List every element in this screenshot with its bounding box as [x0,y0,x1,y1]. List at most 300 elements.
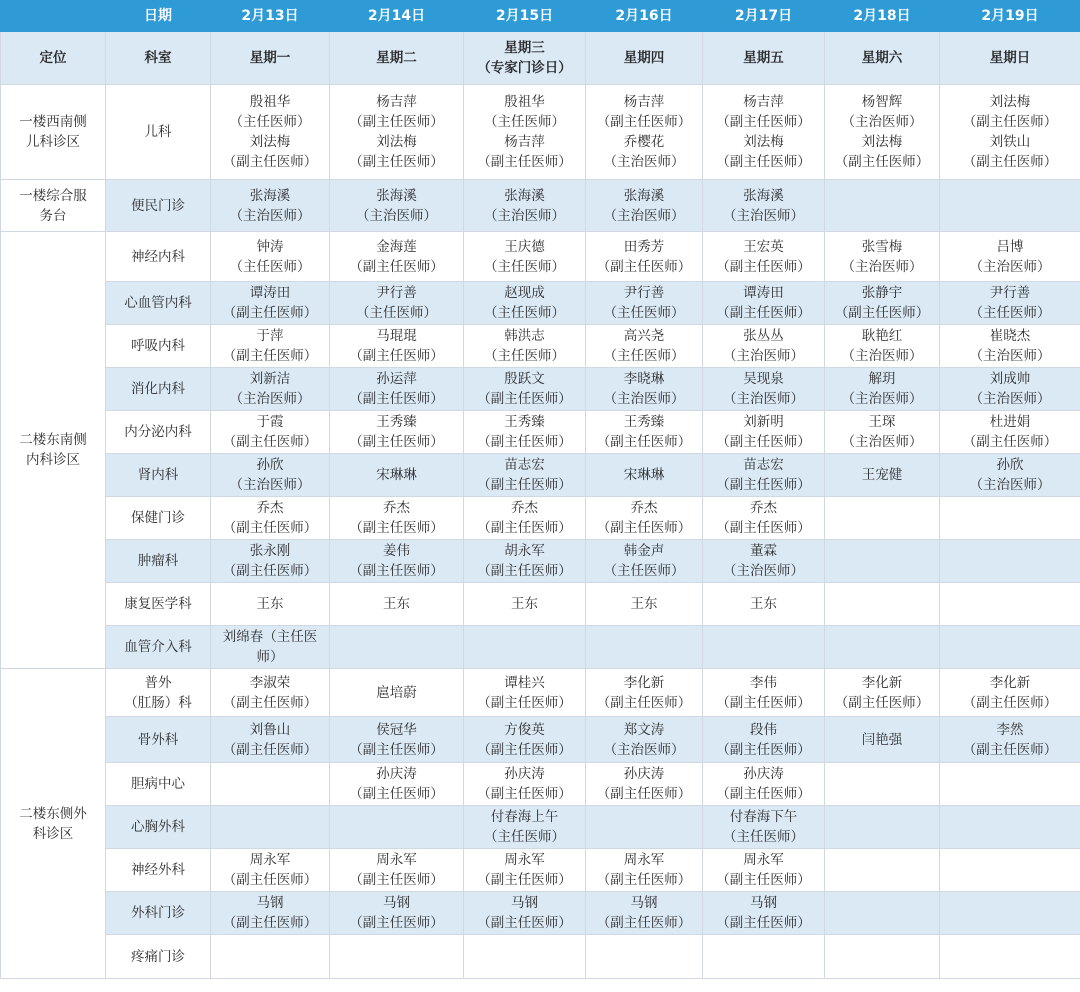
doctor-title: （副主任医师） [716,154,811,170]
doctor-title: （副主任医师） [716,305,811,321]
doctor-name: 苗志宏 [504,457,545,473]
doctor-cell [330,892,464,935]
doctor-title: （主治医师） [723,348,804,364]
doctor-title: （主任医师） [484,114,565,130]
schedule-row [1,85,1080,180]
doctor-cell [586,717,703,763]
doctor-cell [703,454,825,497]
doctor-title: （主治医师） [603,741,685,758]
doctor-cell [330,180,464,232]
weekday-cell [330,32,464,85]
doctor-cell [586,232,703,282]
doctor-cell [330,540,464,583]
department-cell [106,583,211,626]
doctor-name: 马琨琨 [376,328,417,344]
doctor-cell [330,232,464,282]
doctor-name: 宋琳琳 [376,467,417,483]
doctor-name: 张海溪 [743,187,784,204]
doctor-title: （副主任医师） [596,258,692,275]
doctor-title: （主治医师） [229,477,311,493]
weekday-cell [464,32,586,85]
doctor-cell [586,935,703,979]
doctor-title: （主治医师） [841,114,923,130]
date-cell: 2月17日 [703,1,825,32]
doctor-name: 马钢 [256,895,284,911]
date-row [1,1,1080,32]
doctor-cell [211,368,330,411]
doctor-cell [586,763,703,806]
doctor-cell [940,180,1080,232]
department-cell [106,180,211,232]
department-label: 血管介入科 [124,639,192,655]
weekday-row [1,32,1080,85]
doctor-title: （副主任医师） [477,915,572,931]
doctor-name: 刘法梅 [376,134,417,150]
doctor-cell [703,763,825,806]
doctor-name: 杨智辉 [861,94,903,110]
doctor-cell [211,935,330,979]
department-label: 便民门诊 [131,197,185,214]
doctor-title: （主治医师） [969,348,1051,364]
doctor-name: 宋琳琳 [623,467,665,483]
doctor-cell [586,85,703,180]
doctor-cell [940,411,1080,454]
weekday-label: 星期二 [376,50,417,66]
doctor-name: 王宏英 [743,238,784,255]
doctor-cell [330,849,464,892]
doctor-cell [703,717,825,763]
doctor-title: （主治医师） [229,391,311,407]
doctor-name: 尹行善 [989,285,1031,301]
doctor-name: 付春海下午 [729,809,798,825]
doctor-name: 乔杰 [511,500,538,516]
doctor-name: 于萍 [256,328,284,344]
doctor-cell [330,626,464,669]
doctor-cell [940,454,1080,497]
doctor-cell [211,806,330,849]
doctor-cell [330,583,464,626]
doctor-title: （副主任医师） [222,694,318,711]
weekday-cell [703,32,825,85]
doctor-name: 李淑荣 [249,674,291,691]
doctor-title: （主治医师） [603,154,685,170]
schedule-body [1,85,1080,979]
doctor-title: （副主任医师） [716,786,811,802]
doctor-title: （主治医师） [229,207,311,224]
doctor-title: （副主任医师） [349,786,444,802]
doctor-cell [211,669,330,717]
doctor-name: 孙庆涛 [376,766,417,782]
doctor-title: （主任医师） [484,305,565,321]
doctor-cell [586,540,703,583]
doctor-name: 李伟 [750,674,777,691]
doctor-title: （副主任医师） [349,520,444,536]
department-cell [106,935,211,979]
doctor-name: 张雪梅 [861,238,903,255]
doctor-name: 王宠健 [861,467,903,483]
schedule-row [1,454,1080,497]
doctor-title: （副主任医师） [349,563,444,579]
doctor-title: （副主任医师） [477,786,572,802]
doctor-name: 侯冠华 [376,721,417,738]
schedule-row [1,497,1080,540]
doctor-title: （副主任医师） [477,520,572,536]
doctor-cell [825,763,940,806]
department-label: 内分泌内科 [124,424,192,440]
doctor-name: 尹行善 [376,285,417,301]
doctor-name: 吴现泉 [743,371,784,387]
doctor-title: （主任医师） [603,563,685,579]
doctor-cell [211,849,330,892]
doctor-title: （副主任医师） [349,258,444,275]
doctor-name: 解玥 [868,371,896,387]
doctor-name: 乔杰 [256,500,284,516]
doctor-title: （副主任医师） [962,741,1058,758]
doctor-name: 于霞 [256,414,284,430]
doctor-cell [464,583,586,626]
doctor-name: 孙庆涛 [623,766,665,782]
department-label: 心胸外科 [131,819,185,835]
doctor-title: （副主任医师） [349,872,444,888]
doctor-name: 马钢 [383,895,410,911]
doctor-title: （副主任医师） [596,915,692,931]
doctor-name: 周永军 [249,852,291,868]
doctor-name: 李化新 [623,674,665,691]
weekday-cell [940,32,1080,85]
doctor-cell [703,935,825,979]
doctor-name: 张海溪 [249,187,291,204]
doctor-title: （副主任医师） [477,391,572,407]
doctor-name: 杨吉萍 [743,94,784,110]
doctor-cell [703,411,825,454]
doctor-cell [464,669,586,717]
doctor-name: 刘法梅 [989,94,1031,110]
doctor-title: （主治医师） [723,391,804,407]
doctor-cell [586,497,703,540]
department-label: 康复医学科 [124,596,192,612]
schedule-row [1,626,1080,669]
weekday-label: 星期四 [623,50,665,66]
doctor-title: （副主任医师） [596,520,692,536]
doctor-cell [464,85,586,180]
department-cell [106,892,211,935]
doctor-cell [211,717,330,763]
doctor-cell [586,368,703,411]
doctor-cell [825,85,940,180]
doctor-title: （主任医师） [603,305,685,321]
doctor-name: 乔杰 [750,500,777,516]
doctor-name: 乔杰 [383,500,410,516]
doctor-title: （副主任医师） [222,872,318,888]
location-label: 二楼东侧外科诊区 [19,805,87,842]
doctor-title: （主任医师） [484,829,565,845]
department-label: 骨外科 [137,731,179,748]
doctor-cell [586,282,703,325]
doctor-title: （主治医师） [484,207,565,224]
doctor-name: 韩金声 [623,543,665,559]
department-cell [106,849,211,892]
doctor-name: 王东 [750,596,777,612]
location-header: 定位 [1,32,106,85]
doctor-title: （副主任医师） [834,154,930,170]
doctor-name: 金海莲 [376,238,417,255]
doctor-cell [940,583,1080,626]
doctor-name: 刘成帅 [989,371,1031,387]
weekday-label: 星期六 [861,50,903,66]
date-cell: 2月19日 [940,1,1080,32]
date-cell: 2月14日 [330,1,464,32]
doctor-cell [825,325,940,368]
department-label: 消化内科 [131,381,185,397]
doctor-cell [211,497,330,540]
doctor-name: 刘新洁 [249,371,291,387]
doctor-name: 王琛 [868,414,896,430]
doctor-title: （主任医师） [229,258,311,275]
doctor-name: 姜伟 [383,543,410,559]
doctor-cell [211,85,330,180]
doctor-title: （副主任医师） [349,391,444,407]
doctor-name: 谭桂兴 [504,674,545,691]
doctor-cell [464,763,586,806]
doctor-cell [464,626,586,669]
date-cell: 2月15日 [464,1,586,32]
doctor-cell [940,540,1080,583]
doctor-title: （副主任医师） [477,741,572,758]
doctor-cell [211,892,330,935]
doctor-cell [586,325,703,368]
doctor-title: （副主任医师） [596,434,692,450]
schedule-row [1,763,1080,806]
doctor-cell [825,669,940,717]
doctor-title: （副主任医师） [596,694,692,711]
schedule-row [1,892,1080,935]
doctor-cell [703,180,825,232]
location-label: 一楼西南侧儿科诊区 [19,114,87,150]
doctor-cell [825,892,940,935]
doctor-name: 段伟 [750,721,777,738]
doctor-name: 王东 [383,596,410,612]
doctor-title: （主任医师） [484,348,565,364]
department-cell [106,497,211,540]
doctor-title: （副主任医师） [349,114,444,130]
doctor-name: 周永军 [376,852,417,868]
doctor-cell [703,892,825,935]
doctor-title: （副主任医师） [477,434,572,450]
doctor-cell [586,454,703,497]
doctor-title: （副主任医师） [716,915,811,931]
doctor-title: （主治医师） [723,207,804,224]
doctor-cell [211,454,330,497]
doctor-cell [330,368,464,411]
doctor-cell [825,368,940,411]
doctor-title: （副主任医师） [349,434,444,450]
doctor-cell [825,232,940,282]
doctor-name: 闫艳强 [861,731,903,748]
doctor-cell [211,763,330,806]
doctor-cell [940,935,1080,979]
doctor-title: （副主任医师） [349,348,444,364]
doctor-title: （副主任医师） [222,520,318,536]
date-cell: 2月13日 [211,1,330,32]
doctor-cell [211,626,330,669]
schedule-row [1,935,1080,979]
doctor-name: 付春海上午 [490,809,559,825]
doctor-cell [464,282,586,325]
doctor-cell [464,325,586,368]
doctor-name: 钟涛 [256,238,284,255]
doctor-title: （副主任医师） [716,520,811,536]
doctor-title: （副主任医师） [477,694,572,711]
department-label: 肿瘤科 [137,553,179,569]
doctor-name: 王秀臻 [504,414,545,430]
department-cell [106,282,211,325]
doctor-name: 殷祖华 [249,94,291,110]
doctor-title: （主任医师） [356,305,437,321]
location-label: 一楼综合服务台 [19,187,87,224]
doctor-cell [940,232,1080,282]
doctor-name: 王秀臻 [376,414,417,430]
department-cell [106,806,211,849]
weekday-label: 星期日 [989,50,1031,66]
doctor-title: （主治医师） [841,434,923,450]
doctor-name: 刘法梅 [249,134,291,150]
doctor-name: 高兴尧 [623,328,665,344]
doctor-name: 周永军 [623,852,665,868]
doctor-title: （主治医师） [356,207,437,224]
doctor-cell [464,497,586,540]
doctor-title: （副主任医师） [962,114,1058,130]
doctor-name: 李然 [996,721,1024,738]
doctor-name: 殷祖华 [504,94,545,110]
doctor-cell [940,892,1080,935]
doctor-title: （主任医师） [723,829,804,845]
doctor-title: （主治医师） [841,258,923,275]
doctor-cell [940,368,1080,411]
schedule-row [1,325,1080,368]
doctor-title: （副主任医师） [716,741,811,758]
doctor-name: 刘铁山 [989,134,1031,150]
doctor-cell [703,849,825,892]
doctor-title: （副主任医师） [962,154,1058,170]
doctor-cell [464,935,586,979]
doctor-name: 韩洪志 [504,328,545,344]
doctor-name: 张海溪 [376,187,417,204]
doctor-name: 马钢 [511,895,538,911]
doctor-name: 李化新 [861,674,903,691]
doctor-cell [464,180,586,232]
schedule-row [1,282,1080,325]
doctor-cell [211,583,330,626]
doctor-name: 李晓琳 [623,371,665,387]
doctor-cell [330,85,464,180]
doctor-cell [330,411,464,454]
doctor-title: （副主任医师） [962,434,1058,450]
location-cell [1,85,106,180]
doctor-cell [586,892,703,935]
doctor-title: （副主任医师） [477,563,572,579]
department-cell [106,540,211,583]
doctor-title: （主任医师） [603,348,685,364]
doctor-cell [211,540,330,583]
doctor-cell [464,849,586,892]
department-cell [106,626,211,669]
department-label: 疼痛门诊 [131,948,185,965]
doctor-cell [464,892,586,935]
doctor-title: （副主任医师） [596,786,692,802]
department-cell [106,454,211,497]
doctor-cell [703,583,825,626]
weekday-label: 星期三 [504,40,545,56]
doctor-title: （副主任医师） [477,477,572,493]
doctor-cell [703,232,825,282]
doctor-name: 张丛丛 [743,328,784,344]
date-label: 日期 [106,1,211,32]
doctor-title: （主治医师） [969,258,1051,275]
doctor-cell [703,806,825,849]
doctor-title: （副主任医师） [716,258,811,275]
doctor-cell [330,454,464,497]
doctor-name: 马钢 [630,895,658,911]
doctor-title: （副主任医师） [834,305,930,321]
schedule-row [1,232,1080,282]
doctor-cell [825,717,940,763]
doctor-cell [703,85,825,180]
weekday-cell [586,32,703,85]
doctor-cell [825,583,940,626]
doctor-title: （副主任医师） [222,154,318,170]
doctor-cell [825,806,940,849]
doctor-title: （主任医师） [484,258,565,275]
doctor-name: 王东 [511,596,538,612]
doctor-cell [330,717,464,763]
doctor-cell [825,497,940,540]
doctor-name: 刘法梅 [861,134,903,150]
doctor-cell [940,497,1080,540]
department-label: 儿科 [144,124,172,140]
doctor-name: 赵现成 [504,285,545,301]
doctor-name: 吕博 [996,238,1024,255]
department-cell [106,232,211,282]
doctor-name: 刘鲁山 [249,721,291,738]
doctor-cell [330,806,464,849]
doctor-cell [940,806,1080,849]
schedule-row [1,180,1080,232]
doctor-name: 董霖 [750,543,777,559]
doctor-cell [825,411,940,454]
doctor-name: 孙运萍 [376,371,417,387]
doctor-name: 方俊英 [504,721,545,738]
doctor-title: （副主任医师） [222,348,318,364]
doctor-cell [825,454,940,497]
schedule-row [1,849,1080,892]
weekday-label: 星期五 [743,50,784,66]
doctor-name: 王庆德 [504,238,545,255]
doctor-title: （副主任医师） [596,114,692,130]
doctor-cell [825,282,940,325]
doctor-cell [940,626,1080,669]
doctor-title: （副主任医师） [834,694,930,711]
doctor-cell [464,411,586,454]
doctor-name: 王东 [256,596,284,612]
doctor-cell [940,669,1080,717]
doctor-cell [464,806,586,849]
doctor-title: （副主任医师） [716,694,811,711]
weekday-cell [825,32,940,85]
doctor-title: （主治医师） [723,563,804,579]
doctor-cell [211,325,330,368]
doctor-title: （主任医师） [229,114,311,130]
doctor-name: 杨吉萍 [623,94,665,110]
